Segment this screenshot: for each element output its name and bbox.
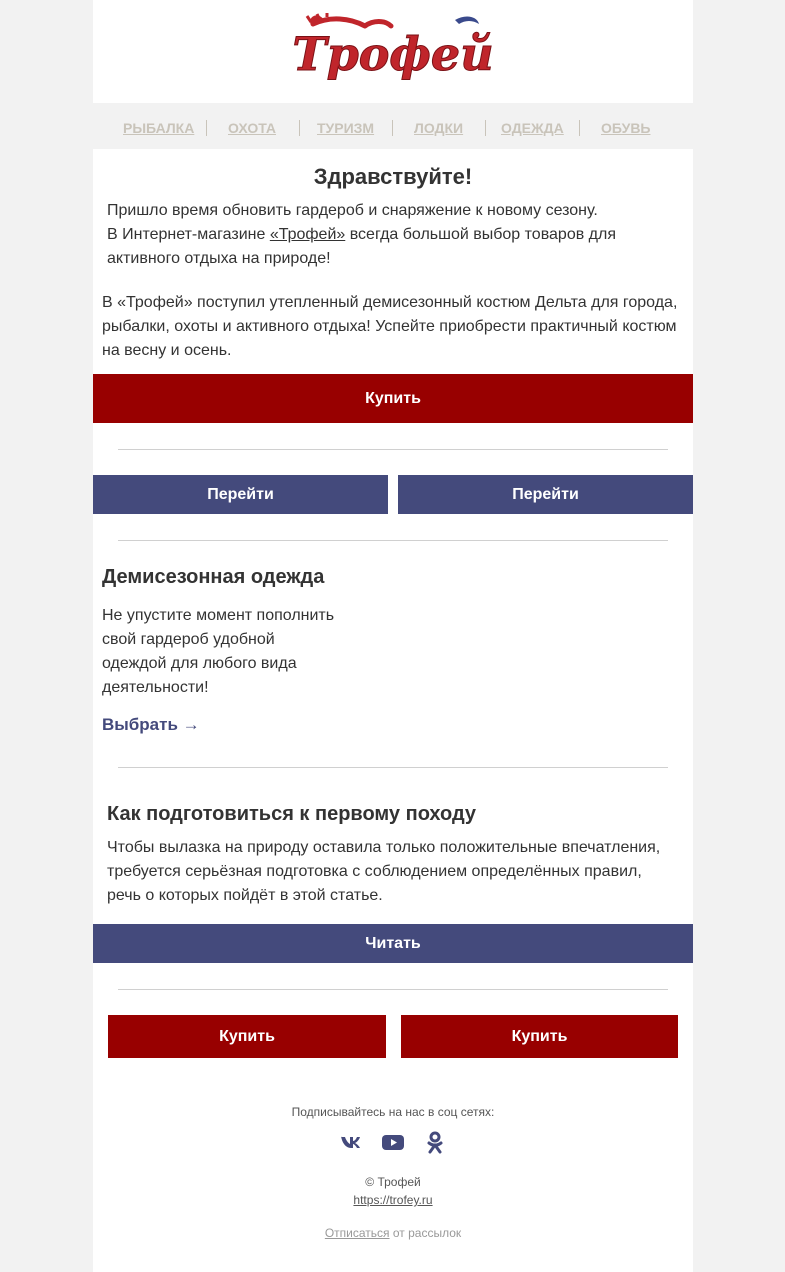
choose-link[interactable]: Выбрать → [102, 715, 200, 734]
site-link[interactable]: https://trofey.ru [353, 1193, 433, 1207]
odnoklassniki-icon[interactable] [423, 1130, 447, 1154]
go-button-right[interactable]: Перейти [398, 475, 693, 514]
nav-item-boats[interactable]: ЛОДКИ [414, 120, 464, 136]
nav-divider [299, 120, 300, 136]
promo-text: В «Трофей» поступил утепленный демисезонный костюм Дельта для города, рыбалки, охоты и активного отдыха! Успейте приобрести практичный костюм на весну и осень. [102, 294, 678, 359]
nav-divider [206, 120, 207, 136]
unsubscribe-line [93, 1226, 693, 1240]
nav-item-tourism[interactable]: ТУРИЗМ [317, 120, 375, 136]
article-title: Как подготовиться к первому походу [107, 803, 477, 825]
site-link-wrap [93, 1193, 693, 1207]
nav-item-fishing[interactable]: РЫБАЛКА [123, 120, 195, 136]
svg-text:Трофей: Трофей [292, 27, 494, 81]
read-button[interactable]: Читать [93, 924, 693, 963]
clothing-text: Не упустите момент пополнить свой гардероб удобной одеждой для любого вида деятельности! [102, 607, 335, 696]
category-nav [93, 103, 693, 149]
intro-line-2 [107, 223, 667, 271]
store-link[interactable]: «Трофей» [269, 226, 346, 243]
nav-item-hunting[interactable]: ОХОТА [228, 120, 277, 136]
clothing-title: Демисезонная одежда [102, 566, 325, 588]
divider [118, 449, 668, 450]
nav-divider [579, 120, 580, 136]
intro-line-2-prefix: В Интернет-магазине [107, 226, 270, 243]
intro-text [107, 199, 667, 271]
article-text: Чтобы вылазка на природу оставила только положительные впечатления, требуется серьёзная подготовка с соблюдением определённых правил, речь о которых пойдёт в этой статье. [107, 839, 661, 904]
divider [118, 767, 668, 768]
subscribe-text: Подписывайтесь на нас в соц сетях: [291, 1105, 495, 1119]
nav-divider [485, 120, 486, 136]
nav-item-clothing[interactable]: ОДЕЖДА [501, 120, 564, 136]
nav-divider [392, 120, 393, 136]
buy-button-promo[interactable]: Купить [93, 374, 693, 423]
greeting-heading: Здравствуйте! [313, 164, 473, 189]
divider [118, 540, 668, 541]
copyright: © Трофей [365, 1175, 421, 1189]
nav-item-shoes[interactable]: ОБУВЬ [601, 120, 651, 136]
buy-button-left[interactable]: Купить [108, 1015, 386, 1058]
go-button-left[interactable]: Перейти [93, 475, 388, 514]
header [93, 0, 693, 103]
unsubscribe-suffix: от рассылок [389, 1226, 462, 1240]
intro-line-1: Пришло время обновить гардероб и снаряжение к новому сезону. [107, 202, 598, 219]
buy-button-right[interactable]: Купить [401, 1015, 678, 1058]
email-container [93, 0, 693, 1272]
vk-icon[interactable] [339, 1130, 363, 1154]
unsubscribe-link[interactable]: Отписаться [324, 1226, 390, 1240]
intro-line-2-suffix: всегда большой выбор товаров для активного отдыха на природе! [107, 226, 616, 267]
divider [118, 989, 668, 990]
youtube-icon[interactable] [381, 1130, 405, 1154]
trofey-logo[interactable] [292, 14, 494, 90]
